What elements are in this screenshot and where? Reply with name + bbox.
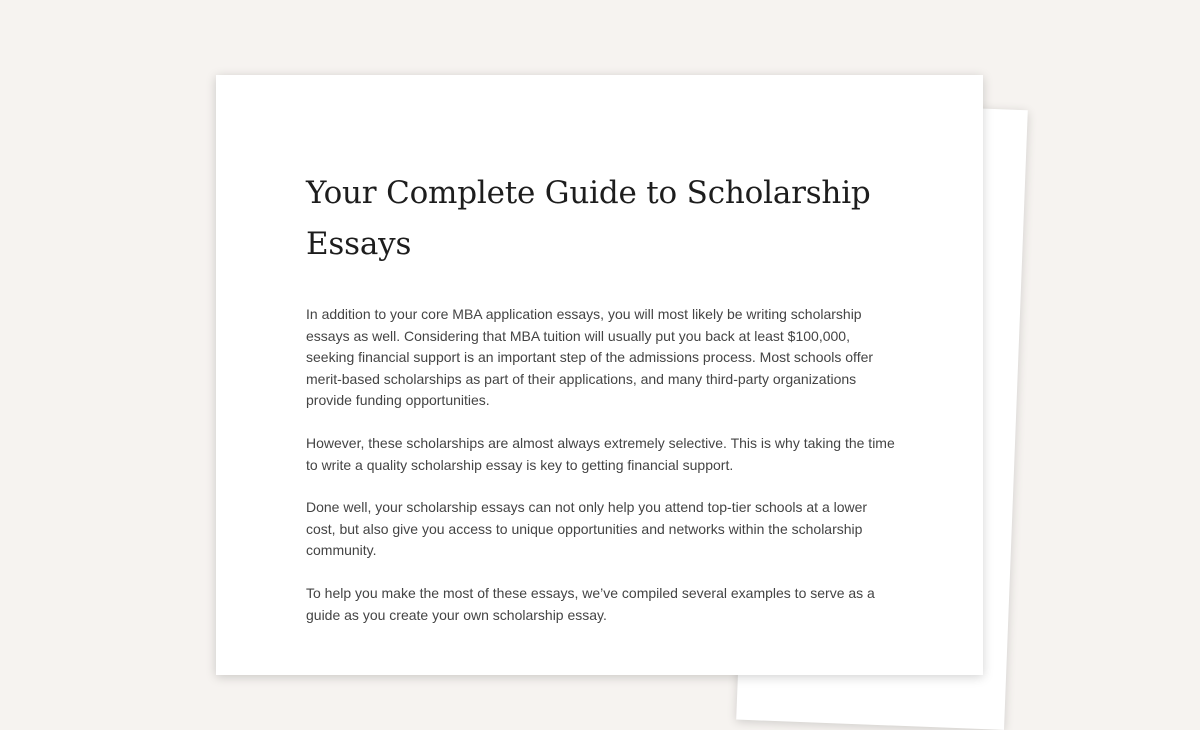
paragraph-examples: To help you make the most of these essays, we’ve compiled several examples to serve as a guide as you create your own scholarship essay.	[306, 584, 875, 623]
document-content	[306, 168, 896, 647]
front-paper-sheet	[216, 75, 983, 675]
paragraph-intro: In addition to your core MBA application essays, you will most likely be writing scholarship essays as well. Considering that MBA tuition will usually put you back at least $100,000, seeking financial support is an important step of the admissions process. Most schools offer merit-based scholarships as part of their applications, and many third-party organizations provide funding opportunities.	[306, 306, 874, 409]
paragraph-selectivity: However, these scholarships are almost always extremely selective. This is why taking the time to write a quality scholarship essay is key to getting financial support.	[306, 434, 895, 473]
document-title: Your Complete Guide to Scholarship Essays	[306, 175, 871, 262]
paragraph-benefits: Done well, your scholarship essays can not only help you attend top-tier schools at a lower cost, but also give you access to unique opportunities and networks within the scholarship community.	[306, 499, 868, 559]
